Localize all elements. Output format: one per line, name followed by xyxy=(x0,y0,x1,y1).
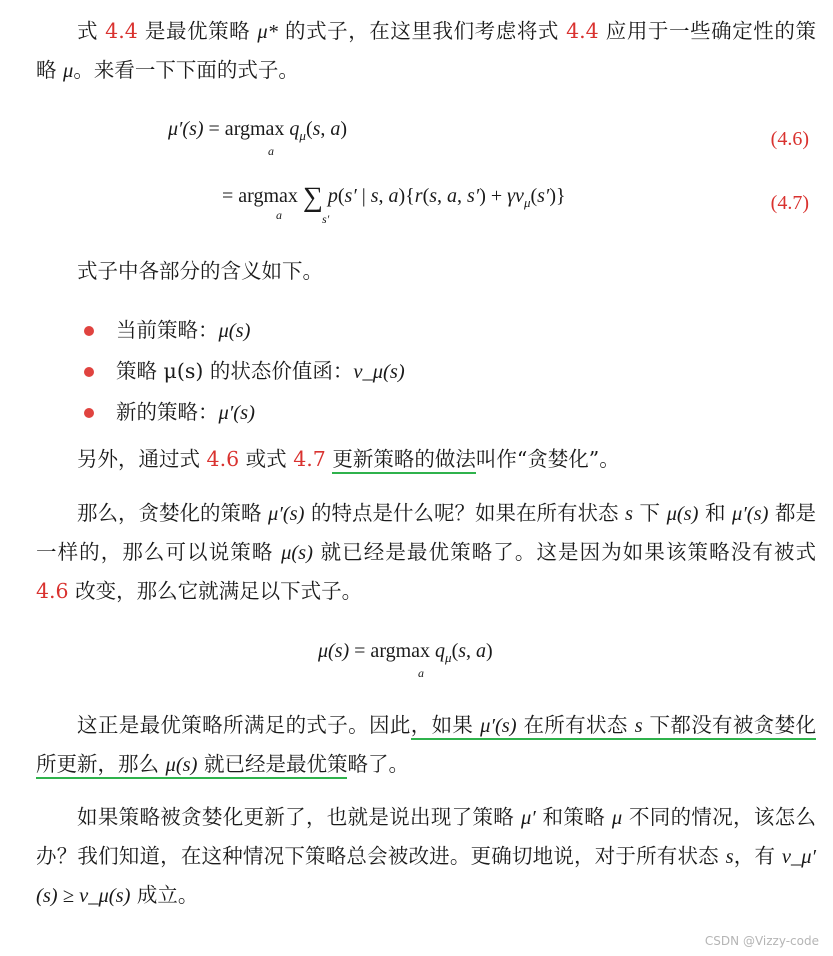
text-segment: 式 xyxy=(77,19,106,43)
equation-number: (4.7) xyxy=(770,192,809,214)
paragraph-parts: 式子中各部分的含义如下。 xyxy=(77,259,323,283)
bullet-dot-icon xyxy=(84,408,94,418)
equation-4-7: = argmax ∑ p(s′ | s, a){r(s, a, $s') + \gamma v_\mu(s')$} a s′ xyxy=(222,182,566,226)
equation-reference[interactable]: 4.6 xyxy=(206,447,240,471)
equation-number: (4.6) xyxy=(770,128,809,150)
equation-optimal: μ(s) = argmax $q_\mu(s$, a) a xyxy=(318,640,493,680)
text-segment: 是最优策略 xyxy=(137,19,258,43)
equation-reference[interactable]: 4.7 xyxy=(293,447,326,471)
paragraph-greedy: 另外，通过式 4.6 或式 4.7 更新策略的做法叫作“贪婪化”。 xyxy=(36,440,816,478)
bullet-dot-icon xyxy=(84,326,94,336)
text-segment: 应用于一些确定性的策略 xyxy=(36,19,816,82)
bullet-dot-icon xyxy=(84,367,94,377)
highlight-underline: 更新策略的做法 xyxy=(332,447,476,474)
paragraph-improvement: 如果策略被贪婪化更新了，也就是说出现了策略 μ′ 和策略 μ 不同的情况，该怎么办？我们知道，在这种情况下策略总会被改进。更确切地说，对于所有状态 s，有 v_μ′(s) ≥ v_μ(s) 成立。 xyxy=(36,805,816,907)
equation-reference[interactable]: 4.4 xyxy=(105,19,138,43)
bullet-list xyxy=(80,310,405,433)
paragraph-property: 那么，贪婪化的策略 μ′(s) 的特点是什么呢？如果在所有状态 s 下 μ(s) 和 μ′(s) 都是一样的，那么可以说策略 μ(s) 就已经是最优策略了。这是因为如果该策略没有被式 4.6 改变，那么它就满足以下式子。 xyxy=(36,501,816,603)
text-segment: 的式子，在这里我们考虑将式 xyxy=(277,19,567,43)
equation-4-6: μ′(s) = argmax $q_\mu(s$, a) a xyxy=(168,118,348,158)
equation-reference[interactable]: 4.4 xyxy=(566,19,599,43)
math-symbol: μ xyxy=(63,60,74,82)
list-item: 当前策略：μ(s) xyxy=(80,310,405,351)
equation-reference[interactable]: 4.6 xyxy=(36,579,69,603)
list-item: 新的策略：μ′(s) xyxy=(80,392,405,433)
paragraph-intro xyxy=(36,12,816,90)
paragraph-conclusion: 这正是最优策略所满足的式子。因此，如果 μ′(s) 在所有状态 s 下都没有被贪婪化所更新，那么 μ(s) 就已经是最优策略了。 xyxy=(36,706,816,784)
list-item: 策略 μ(s) 的状态价值函：v_μ(s) xyxy=(80,351,405,392)
text-segment: 。来看一下下面的式子。 xyxy=(73,58,299,82)
math-symbol: μ* xyxy=(257,21,278,43)
watermark: CSDN @Vizzy-code xyxy=(704,934,819,948)
